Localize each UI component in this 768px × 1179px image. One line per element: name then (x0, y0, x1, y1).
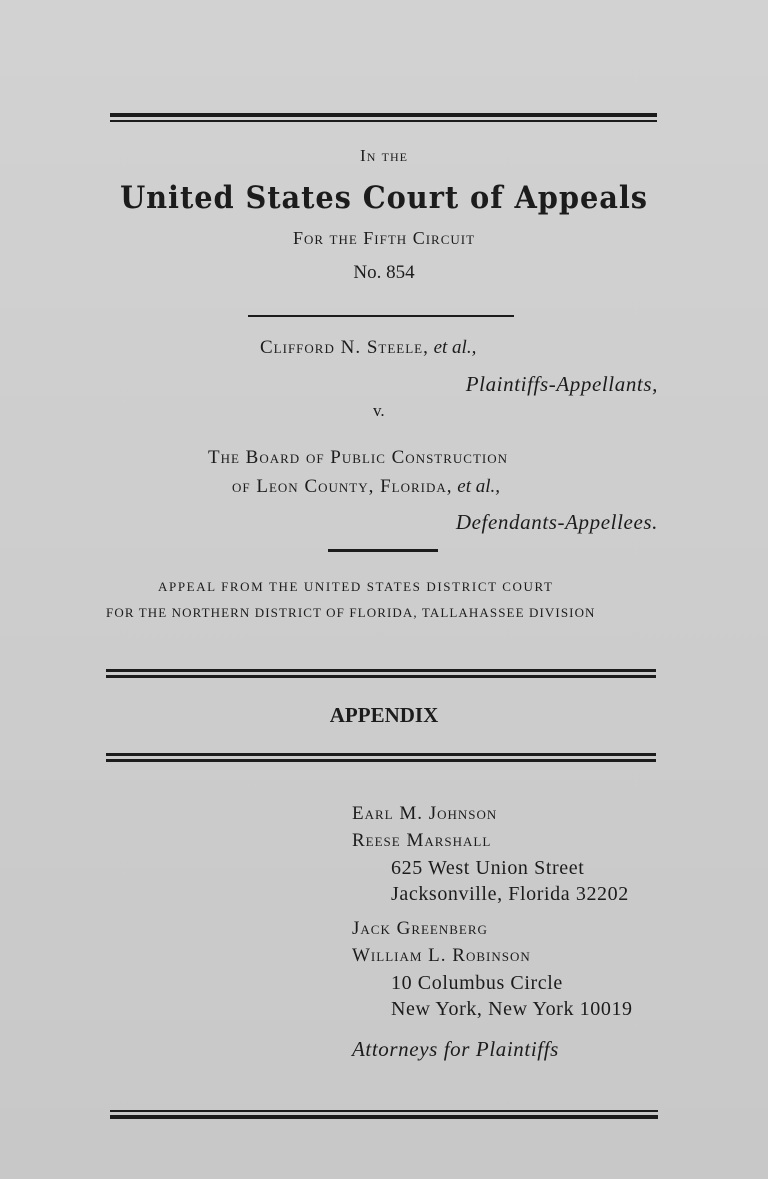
attorney-name-3: Jack Greenberg (352, 918, 488, 939)
plaintiff-etal: et al., (433, 337, 477, 358)
attorney-role: Attorneys for Plaintiffs (352, 1037, 559, 1061)
attorney-street-1: 625 West Union Street (391, 857, 585, 879)
versus: v. (373, 401, 385, 420)
in-the-heading: In the (360, 146, 408, 165)
divider-rule-2 (328, 549, 438, 552)
appeal-line-1: APPEAL FROM THE UNITED STATES DISTRICT COURT (158, 579, 554, 594)
appendix-top-rule (106, 669, 656, 678)
defendant-line-2 (232, 476, 500, 498)
attorney-city-2: New York, New York 10019 (391, 998, 633, 1020)
circuit-name: For the Fifth Circuit (292, 228, 476, 248)
top-rule-thin (110, 120, 657, 122)
document-type: APPENDIX (329, 703, 439, 727)
attorney-name-2: Reese Marshall (352, 830, 492, 851)
top-rule-thick (110, 113, 657, 117)
divider-rule-1 (248, 315, 514, 317)
defendant-role: Defendants-Appellees. (455, 510, 658, 534)
defendant-line-1: The Board of Public Construction (208, 447, 509, 468)
bottom-rule-thin (110, 1110, 658, 1112)
attorney-name-4: William L. Robinson (352, 945, 531, 966)
appeal-line-2: FOR THE NORTHERN DISTRICT OF FLORIDA, TALLAHASSEE DIVISION (106, 605, 596, 620)
case-number: No. 854 (353, 262, 415, 283)
plaintiff-name: Clifford N. Steele, (260, 337, 429, 358)
attorney-street-2: 10 Columbus Circle (391, 972, 563, 994)
plaintiff-role: Plaintiffs-Appellants, (465, 372, 658, 396)
attorney-city-1: Jacksonville, Florida 32202 (391, 883, 629, 905)
plaintiff-line (260, 337, 476, 359)
defendant-name: of Leon County, Florida, (232, 476, 453, 497)
defendant-etal: et al., (457, 476, 501, 497)
appendix-bottom-rule (106, 753, 656, 762)
court-name: United States Court of Appeals (120, 180, 648, 216)
attorney-name-1: Earl M. Johnson (352, 803, 498, 824)
bottom-rule-thick (110, 1115, 658, 1119)
